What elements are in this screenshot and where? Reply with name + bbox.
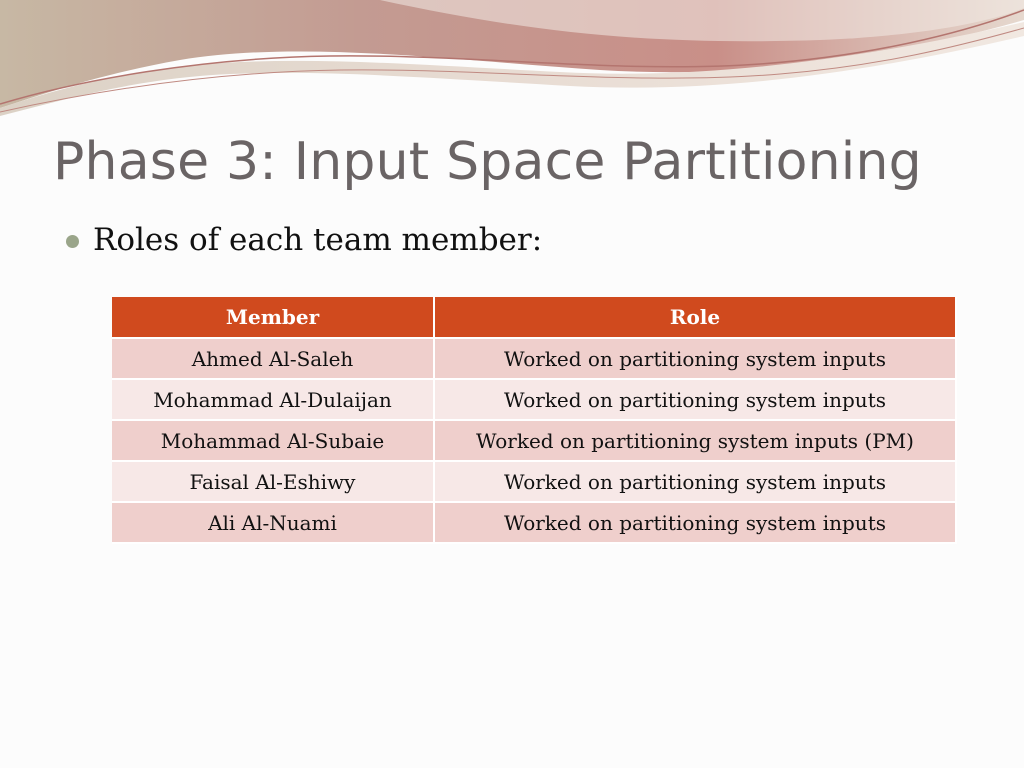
bullet-item — [66, 222, 542, 258]
table-row — [112, 420, 956, 461]
table-row — [112, 461, 956, 502]
role-cell: Worked on partitioning system inputs — [434, 502, 956, 543]
member-cell: Mohammad Al-Subaie — [112, 420, 434, 461]
header-member: Member — [112, 297, 434, 338]
member-cell: Mohammad Al-Dulaijan — [112, 379, 434, 420]
header-role: Role — [434, 297, 956, 338]
bullet-dot-icon — [66, 235, 79, 248]
roles-table — [112, 297, 957, 544]
role-cell: Worked on partitioning system inputs — [434, 338, 956, 379]
table-row — [112, 502, 956, 543]
table-header-row — [112, 297, 956, 338]
role-cell: Worked on partitioning system inputs (PM) — [434, 420, 956, 461]
role-cell: Worked on partitioning system inputs — [434, 461, 956, 502]
slide-title: Phase 3: Input Space Partitioning — [53, 132, 922, 192]
table-row — [112, 379, 956, 420]
member-cell: Ahmed Al-Saleh — [112, 338, 434, 379]
member-cell: Faisal Al-Eshiwy — [112, 461, 434, 502]
table-row — [112, 338, 956, 379]
bullet-text: Roles of each team member: — [93, 222, 543, 258]
member-cell: Ali Al-Nuami — [112, 502, 434, 543]
role-cell: Worked on partitioning system inputs — [434, 379, 956, 420]
decorative-wave-banner — [0, 0, 1024, 120]
